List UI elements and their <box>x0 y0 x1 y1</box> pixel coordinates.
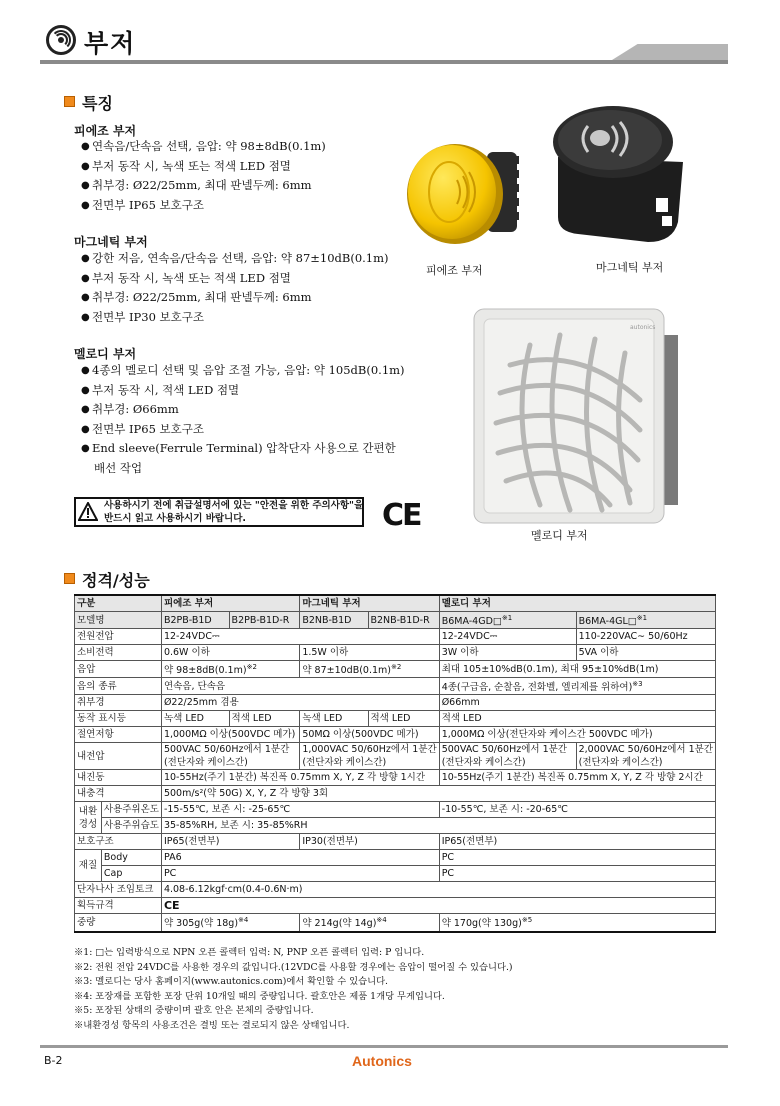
cell: 동작 표시등 <box>75 711 162 727</box>
cell <box>161 914 299 932</box>
list-item: ● End sleeve(Ferrule Terminal) 압착단자 사용으로 간편한 <box>82 439 405 459</box>
features-title: 특징 <box>82 94 113 113</box>
cell: CE <box>161 898 715 914</box>
cell: 0.6W 이하 <box>161 645 299 661</box>
cell-text: 약 214g(약 14g) <box>302 918 377 930</box>
cell: 사용주위온도 <box>101 802 161 818</box>
cell-line: (전단자와 케이스간) <box>578 757 663 769</box>
cell: IP65(전면부) <box>161 834 299 850</box>
cell <box>439 914 715 932</box>
table-row <box>75 866 716 882</box>
cell: 멜로디 부저 <box>439 595 715 612</box>
cell: PC <box>439 866 715 882</box>
cell: B2NB-B1D <box>300 612 368 629</box>
cell: 단자나사 조임토크 <box>75 882 162 898</box>
cell-line: 500VAC 50/60Hz에서 1분간 <box>163 744 290 756</box>
cell-text: B6MA-4GD□ <box>441 616 502 628</box>
cell <box>576 743 715 770</box>
cell-text: 약 98±8dB(0.1m) <box>163 665 247 677</box>
piezo-title: 피에조 부저 <box>74 124 137 138</box>
cell: 1,000MΩ 이상(500VDC 메가) <box>161 727 299 743</box>
cell: B2NB-B1D-R <box>368 612 439 629</box>
cell: 마그네틱 부저 <box>300 595 439 612</box>
cell: Ø22/25mm 겸용 <box>161 695 439 711</box>
piezo-caption: 피에조 부저 <box>426 264 483 277</box>
cell: 내충격 <box>75 786 162 802</box>
cell <box>439 743 576 770</box>
cell <box>300 661 439 678</box>
cell: 취부경 <box>75 695 162 711</box>
note-ref: ※4 <box>238 916 249 925</box>
cell: 사용주위습도 <box>101 818 161 834</box>
footnote: ※내환경성 항목의 사용조건은 결빙 또는 결로되지 않은 상태입니다. <box>74 1019 350 1031</box>
piezo-buzzer-image <box>405 132 523 247</box>
cell: 음의 종류 <box>75 678 162 695</box>
cell <box>439 678 715 695</box>
brand-logo: Autonics <box>352 1053 412 1069</box>
note-ref: ※1 <box>501 614 513 622</box>
svg-text:autonics: autonics <box>630 324 656 331</box>
cell <box>439 612 576 629</box>
cell: 적색 LED <box>368 711 439 727</box>
cell: Cap <box>101 866 161 882</box>
warning-text <box>104 500 363 525</box>
spec-title: 정격/성능 <box>82 571 150 590</box>
cell: 재질 <box>75 850 102 882</box>
list-item-continuation: 배선 작업 <box>94 460 143 475</box>
footnote: ※1: □는 입력방식으로 NPN 오픈 콜렉터 입력: N, PNP 오픈 콜렉터 입력: P 입니다. <box>74 947 425 958</box>
cell: 전원전압 <box>75 629 162 645</box>
cell-text: 약 170g(약 130g) <box>441 918 522 930</box>
note-ref: ※4 <box>376 916 387 925</box>
note-ref: ※2 <box>246 663 257 672</box>
table-row <box>75 661 716 678</box>
cell: PC <box>161 866 439 882</box>
buzzer-icon <box>46 25 76 55</box>
cell: PC <box>439 850 715 866</box>
cell <box>300 914 439 932</box>
cell: IP30(전면부) <box>300 834 439 850</box>
list-item: ● 전면부 IP30 보호구조 <box>82 308 389 328</box>
page-title: 부저 <box>84 29 137 58</box>
cell: 연속음, 단속음 <box>161 678 439 695</box>
cell: 35-85%RH, 보존 시: 35-85%RH <box>161 818 715 834</box>
list-item: ● 4종의 멜로디 선택 및 음압 조절 가능, 음압: 약 105dB(0.1m) <box>82 361 405 381</box>
cell: 획득규격 <box>75 898 162 914</box>
melody-caption: 멜로디 부저 <box>531 529 588 542</box>
footer-rule <box>40 1045 728 1048</box>
cell-line: (전단자와 케이스간) <box>163 757 248 769</box>
table-row <box>75 914 716 932</box>
melody-feature-list <box>82 361 405 478</box>
table-row <box>75 612 716 629</box>
list-item: ● 취부경: Ø66mm <box>82 400 405 420</box>
note-ref: ※1 <box>636 614 648 622</box>
cell-line: (전단자와 케이스간) <box>441 757 526 769</box>
cell-text: 4종(구급음, 순찰음, 전화벨, 엘리제를 위하여) <box>441 682 633 694</box>
list-item: ● 부저 동작 시, 적색 LED 점멸 <box>82 381 405 401</box>
cell: 12-24VDC⎓ <box>439 629 576 645</box>
header-rule <box>40 60 728 64</box>
section-marker <box>64 96 75 107</box>
cell: 12-24VDC⎓ <box>161 629 439 645</box>
warning-line: 사용하시기 전에 취급설명서에 있는 "안전을 위한 주의사항"을 <box>104 500 364 511</box>
cell-line: 경성 <box>78 818 98 830</box>
page-number: B-2 <box>44 1054 63 1067</box>
cell: 음압 <box>75 661 162 678</box>
cell: 5VA 이하 <box>576 645 715 661</box>
table-row <box>75 850 716 866</box>
cell: 중량 <box>75 914 162 932</box>
cell: 피에조 부저 <box>161 595 299 612</box>
note-ref: ※5 <box>521 916 533 925</box>
cell: 내전압 <box>75 743 162 770</box>
melody-title: 멜로디 부저 <box>74 347 137 361</box>
cell-text: B6MA-4GL□ <box>578 616 637 628</box>
table-row <box>75 595 716 612</box>
cell: 구분 <box>75 595 162 612</box>
table-row <box>75 743 716 770</box>
table-row <box>75 711 716 727</box>
cell-line: 내환 <box>78 805 98 817</box>
cell: PA6 <box>161 850 439 866</box>
cell: 적색 LED <box>439 711 715 727</box>
piezo-feature-list <box>82 137 326 215</box>
warning-line: 반드시 읽고 사용하시기 바랍니다. <box>104 512 247 524</box>
cell: B2PB-B1D-R <box>229 612 300 629</box>
cell-text: 약 305g(약 18g) <box>163 918 239 930</box>
magnetic-feature-list <box>82 249 389 327</box>
cell: 50MΩ 이상(500VDC 메가) <box>300 727 439 743</box>
table-row <box>75 629 716 645</box>
footnote: ※2: 전원 전압 24VDC를 사용한 경우의 값입니다.(12VDC를 사용할 경우에는 음압이 떨어질 수 있습니다.) <box>74 961 513 973</box>
table-row <box>75 645 716 661</box>
note-ref: ※2 <box>390 663 402 672</box>
table-row <box>75 678 716 695</box>
warning-icon <box>78 502 98 521</box>
cell <box>161 743 299 770</box>
list-item: ● 부저 동작 시, 녹색 또는 적색 LED 점멸 <box>82 269 389 289</box>
cell: 내진동 <box>75 770 162 786</box>
cell-text: 약 87±10dB(0.1m) <box>302 665 391 677</box>
list-item: ● 부저 동작 시, 녹색 또는 적색 LED 점멸 <box>82 157 326 177</box>
melody-buzzer-image <box>470 305 688 527</box>
cell <box>576 612 715 629</box>
list-item: ● 취부경: Ø22/25mm, 최대 판넬두께: 6mm <box>82 288 389 308</box>
cell-line: 2,000VAC 50/60Hz에서 1분간 <box>578 744 713 756</box>
cell <box>161 661 299 678</box>
footnotes <box>74 946 513 1033</box>
cell: 1.5W 이하 <box>300 645 439 661</box>
magnetic-buzzer-image <box>538 102 696 252</box>
cell-line: 500VAC 50/60Hz에서 1분간 <box>441 744 567 756</box>
cell: 4.08-6.12kgf·cm(0.4-0.6N·m) <box>161 882 715 898</box>
list-item: ● 연속음/단속음 선택, 음압: 약 98±8dB(0.1m) <box>82 137 326 157</box>
note-ref: ※3 <box>632 680 643 689</box>
list-item: ● 전면부 IP65 보호구조 <box>82 420 405 440</box>
list-item: ● 취부경: Ø22/25mm, 최대 판넬두께: 6mm <box>82 176 326 196</box>
cell: -15-55℃, 보존 시: -25-65℃ <box>161 802 439 818</box>
table-row <box>75 802 716 818</box>
table-row <box>75 695 716 711</box>
magnetic-title: 마그네틱 부저 <box>74 235 148 249</box>
spec-table <box>74 594 716 933</box>
cell: 보호구조 <box>75 834 162 850</box>
cell <box>300 743 439 770</box>
cell: 3W 이하 <box>439 645 576 661</box>
table-row <box>75 818 716 834</box>
cell: B2PB-B1D <box>161 612 229 629</box>
table-row <box>75 727 716 743</box>
header-tab-decoration <box>612 44 728 60</box>
table-row <box>75 898 716 914</box>
cell: 녹색 LED <box>300 711 368 727</box>
cell: 10-55Hz(주기 1분간) 복진폭 0.75mm X, Y, Z 각 방향 2시간 <box>439 770 715 786</box>
section-marker <box>64 573 75 584</box>
cell: 110-220VAC∼ 50/60Hz <box>576 629 715 645</box>
cell: IP65(전면부) <box>439 834 715 850</box>
cell: 녹색 LED <box>161 711 229 727</box>
cell: 500m/s²(약 50G) X, Y, Z 각 방향 3회 <box>161 786 715 802</box>
cell: -10-55℃, 보존 시: -20-65℃ <box>439 802 715 818</box>
cell: 모델명 <box>75 612 162 629</box>
cell <box>75 802 102 834</box>
table-row <box>75 882 716 898</box>
table-row <box>75 834 716 850</box>
footnote: ※3: 멜로디는 당사 홈페이지(www.autonics.com)에서 확인할 수 있습니다. <box>74 976 389 987</box>
cell: 10-55Hz(주기 1분간) 복진폭 0.75mm X, Y, Z 각 방향 1시간 <box>161 770 439 786</box>
cell: 최대 105±10%dB(0.1m), 최대 95±10%dB(1m) <box>439 661 715 678</box>
cell: 절연저항 <box>75 727 162 743</box>
ce-mark: CE <box>382 498 421 533</box>
cell-line: (전단자와 케이스간) <box>302 757 387 769</box>
footnote: ※5: 포장된 상태의 중량이며 괄호 안은 본체의 중량입니다. <box>74 1005 314 1016</box>
cell: Ø66mm <box>439 695 715 711</box>
table-row <box>75 786 716 802</box>
footnote: ※4: 포장재를 포함한 포장 단위 10개일 때의 중량입니다. 괄호안은 제품 1개당 무게입니다. <box>74 990 445 1002</box>
table-row <box>75 770 716 786</box>
list-item: ● 강한 저음, 연속음/단속음 선택, 음압: 약 87±10dB(0.1m) <box>82 249 389 269</box>
cell: 적색 LED <box>229 711 300 727</box>
cell: 소비전력 <box>75 645 162 661</box>
cell-line: 1,000VAC 50/60Hz에서 1분간 <box>302 744 437 756</box>
cell: Body <box>101 850 161 866</box>
magnetic-caption: 마그네틱 부저 <box>596 261 664 274</box>
cell: 1,000MΩ 이상(전단자와 케이스간 500VDC 메가) <box>439 727 715 743</box>
list-item: ● 전면부 IP65 보호구조 <box>82 196 326 216</box>
